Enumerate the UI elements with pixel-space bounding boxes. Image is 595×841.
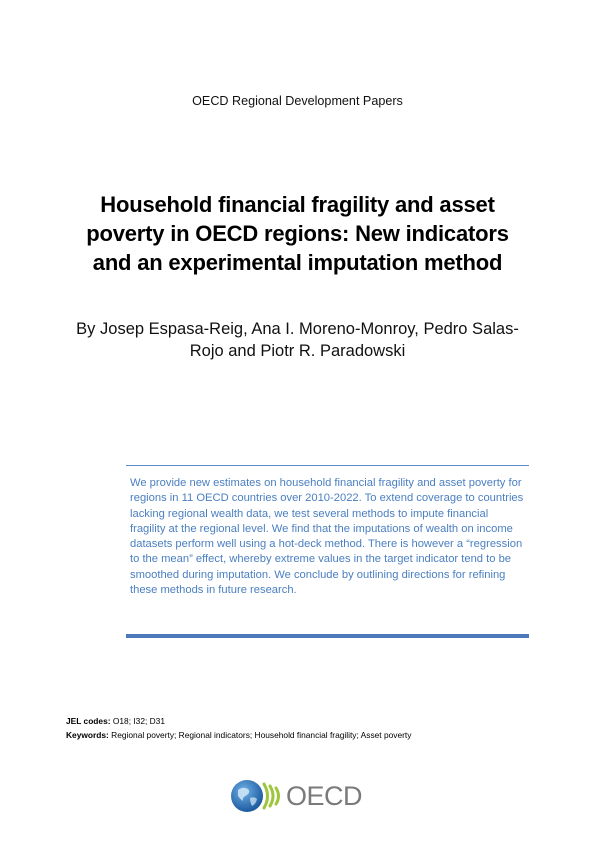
title-line-1: Household financial fragility and asset: [100, 192, 495, 217]
authors-line-2: Rojo and Piotr R. Paradowski: [189, 342, 406, 360]
paper-title: [60, 190, 535, 277]
title-line-3: and an experimental imputation method: [92, 250, 503, 275]
jel-value: O18; I32; D31: [110, 716, 166, 726]
oecd-logo-text: OECD: [286, 780, 363, 811]
keywords: [66, 730, 411, 740]
series-title: OECD Regional Development Papers: [192, 94, 403, 108]
abstract-bottom-rule: [126, 634, 529, 638]
keywords-value: Regional poverty; Regional indicators; Household financial fragility; Asset poverty: [108, 730, 412, 740]
title-line-2: poverty in OECD regions: New indicators: [86, 221, 509, 246]
keywords-label: Keywords:: [66, 730, 109, 740]
abstract-top-rule: [126, 465, 529, 466]
oecd-logo: [230, 776, 362, 816]
authors: [60, 318, 535, 362]
jel-label: JEL codes:: [66, 716, 111, 726]
authors-line-1: By Josep Espasa-Reig, Ana I. Moreno-Monroy, Pedro Salas-: [76, 320, 519, 338]
oecd-globe-icon: [230, 778, 284, 814]
jel-codes: [66, 716, 165, 726]
abstract-text: We provide new estimates on household financial fragility and asset poverty for regions in 11 OECD countries over 2010-2022. To extend coverage to countries lacking regional wealth data, we test several methods to impute financial fragility at the regional level. We find that the imputations of wealth on income datasets perform well using a hot-deck method. There is however a “regression to the mean” effect, whereby extreme values in the target indicator tend to be smoothed during imputation. We conclude by outlining directions for refining these methods in future research.: [130, 477, 524, 597]
